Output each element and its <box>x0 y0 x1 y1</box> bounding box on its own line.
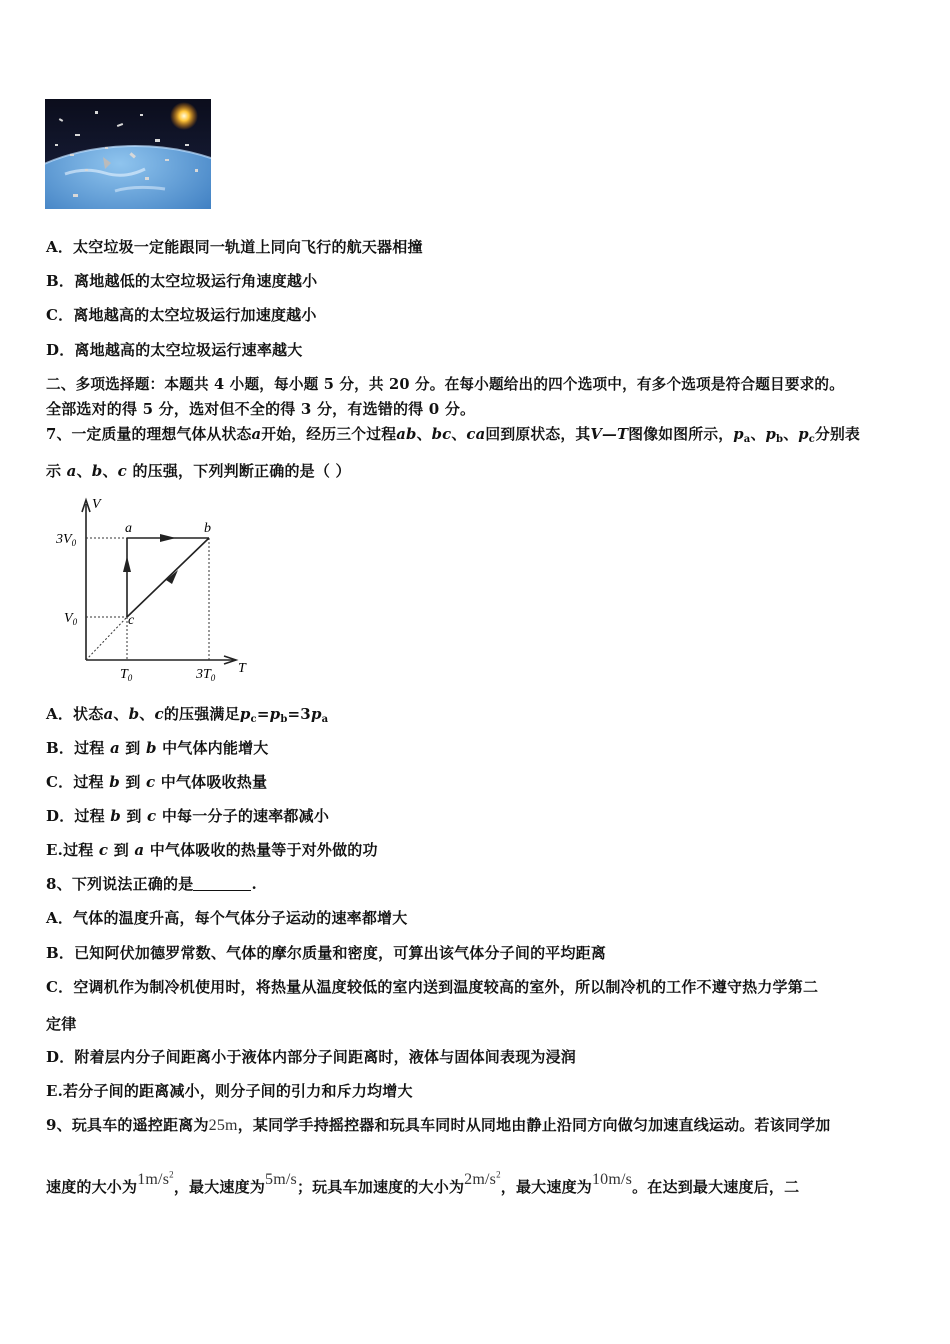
q7-var-p: p <box>310 705 322 723</box>
q7-var-a: a <box>251 426 262 443</box>
q7-option-b-text: 过程 <box>74 739 105 757</box>
q7-var-a: a <box>134 841 145 859</box>
q8-stem-end: . <box>251 875 257 893</box>
q7-text: 图像如图所示， <box>628 426 734 443</box>
q7-option-e-text: 过程 <box>63 841 94 859</box>
q7-sub-c: c <box>250 714 257 725</box>
q6-option-b-text: 离地越低的太空垃圾运行角速度越小 <box>74 272 318 290</box>
q6-option-d-letter: D． <box>46 341 75 359</box>
graph-point-b: b <box>204 521 211 536</box>
q7-option-a-text: =3 <box>287 705 311 723</box>
q7-option-d-text: 中每一分子的速率都减小 <box>161 807 330 825</box>
q9-speed-person: 5m/s <box>265 1171 297 1188</box>
q7-var-b: b <box>128 705 140 723</box>
q7-var-c: c <box>117 462 128 480</box>
q7-option-d-text: 到 <box>126 807 142 825</box>
q6-option-c-letter: C． <box>46 306 74 324</box>
q6-option-d-text: 离地越高的太空垃圾运行速率越大 <box>74 341 303 359</box>
q7-var-a: a <box>66 462 77 480</box>
q7-option-c-text: 中气体吸收热量 <box>160 773 268 791</box>
q7-option-d-letter: D． <box>46 807 75 825</box>
q9-speed-car: 10m/s <box>591 1171 633 1188</box>
q7-text: 、 <box>76 462 92 480</box>
q7-var-b: b <box>109 773 120 791</box>
q8-stem-text: 8、下列说法正确的是 <box>46 875 194 893</box>
q7-var-c: c <box>154 705 164 723</box>
q7-var-p: p <box>239 705 251 723</box>
q7-option-e-text: 中气体吸收的热量等于对外做的功 <box>149 841 378 859</box>
q8-stem <box>46 873 257 894</box>
q6-option-a-text: 太空垃圾一定能跟同一轨道上同向飞行的航天器相撞 <box>73 238 423 256</box>
graph-label-t0: $T_0$ <box>120 667 133 682</box>
q7-text: 、 <box>416 426 432 443</box>
q7-text: 开始，经历三个过程 <box>261 426 397 443</box>
q7-option-a[interactable] <box>46 703 328 725</box>
q7-sub-b: b <box>776 434 784 445</box>
q7-option-a-text: 的压强满足 <box>163 705 240 723</box>
q9-accel-car: $2m/s^2$ <box>464 1169 501 1188</box>
graph-label-t-axis: T <box>238 661 246 676</box>
q7-var-c: c <box>98 841 109 859</box>
q7-var-ca: ca <box>466 426 486 443</box>
q7-option-b[interactable] <box>46 737 268 758</box>
q7-text: 分别表 <box>815 426 861 443</box>
q9-accel-person: $1m/s^2$ <box>137 1169 174 1188</box>
q7-var-p: p <box>733 426 744 443</box>
q7-option-e[interactable] <box>46 839 378 860</box>
q7-stem-line1 <box>46 423 860 445</box>
q7-option-c-text: 到 <box>125 773 141 791</box>
q8-option-b[interactable]: B．已知阿伏加德罗常数、气体的摩尔质量和密度，可算出该气体分子间的平均距离 <box>46 944 607 962</box>
q7-sub-a: a <box>321 714 329 725</box>
q8-option-c[interactable]: C．空调机作为制冷机使用时，将热量从温度较低的室内送到温度较高的室外，所以制冷机的工作不遵守热力学第二 <box>46 978 819 996</box>
graph-arrow-ca <box>123 556 131 572</box>
q6-option-a[interactable] <box>46 236 423 257</box>
q7-text: 、 <box>139 705 155 723</box>
q9-text: ，最大速度为 <box>500 1178 592 1196</box>
q7-option-c-text: 过程 <box>73 773 104 791</box>
q8-option-d[interactable]: D．附着层内分子间距离小于液体内部分子间距离时，液体与固体间表现为浸润 <box>46 1048 577 1066</box>
q7-var-c: c <box>145 773 156 791</box>
q9-stem-line2 <box>46 1169 800 1197</box>
q7-option-e-text: 到 <box>113 841 129 859</box>
q7-option-b-letter: B． <box>46 739 75 757</box>
q7-option-e-letter: E. <box>46 841 64 859</box>
q7-var-c: c <box>147 807 157 825</box>
q7-var-ab: ab <box>396 426 417 443</box>
q9-text: ，某同学手持摇控器和玩具车同时从同地由静止沿同方向做匀加速直线运动。若该同学加 <box>237 1116 831 1134</box>
q9-text: ，最大速度为 <box>173 1178 266 1196</box>
q7-text: 、 <box>451 426 467 443</box>
graph-label-3t0: $3T_0$ <box>196 667 216 682</box>
q8-option-e[interactable]: E.若分子间的距离减小，则分子间的引力和斥力均增大 <box>46 1082 413 1100</box>
q7-text: 、 <box>750 426 766 443</box>
q7-var-p: p <box>269 705 281 723</box>
q9-stem-line1 <box>46 1114 831 1135</box>
q7-text: 、 <box>113 705 129 723</box>
q6-option-a-letter: A． <box>46 238 74 256</box>
graph-point-a: a <box>125 521 132 536</box>
q7-var-vt: V—T <box>590 426 629 443</box>
section-2-scoring: 全部选对的得 5 分，选对但不全的得 3 分，有选错的得 0 分。 <box>46 400 476 418</box>
q7-stem-line2 <box>46 460 351 481</box>
graph-label-v-axis: V <box>92 497 101 512</box>
q7-var-bc: bc <box>431 426 452 443</box>
q7-sub-c: c <box>808 434 816 445</box>
q7-number: 7、 <box>46 426 72 443</box>
q9-distance: 25m <box>208 1117 238 1134</box>
q8-option-c-continued: 定律 <box>46 1015 77 1033</box>
space-debris-image <box>45 99 211 209</box>
q7-vt-graph <box>52 492 257 682</box>
q7-option-a-text: 状态 <box>73 705 104 723</box>
q7-text: 、 <box>102 462 118 480</box>
q7-option-d[interactable] <box>46 805 329 826</box>
graph-process-bc <box>127 538 209 617</box>
q7-option-d-text: 过程 <box>74 807 105 825</box>
q6-option-d[interactable] <box>46 339 302 360</box>
q7-var-a: a <box>103 705 114 723</box>
section-2-heading: 二、多项选择题：本题共 4 小题，每小题 5 分，共 20 分。在每小题给出的四个选项中，有多个选项是符合题目要求的。 <box>46 376 844 393</box>
q7-sub-a: a <box>743 434 751 445</box>
graph-label-v0: $V_0$ <box>64 611 78 627</box>
q7-text: 的压强，下列判断正确的是（ ） <box>132 462 351 480</box>
q9-text: 9、玩具车的遥控距离为 <box>46 1116 209 1134</box>
q7-var-b: b <box>91 462 103 480</box>
graph-arrow-ab <box>160 534 176 542</box>
graph-label-3v0: $3V_0$ <box>56 532 77 548</box>
q9-text: 。在达到最大速度后，二 <box>632 1178 800 1196</box>
q7-var-p: p <box>765 426 776 443</box>
q7-text: 、 <box>783 426 799 443</box>
q9-text: 速度的大小为 <box>46 1178 138 1196</box>
q6-option-b-letter: B． <box>46 272 75 290</box>
q7-var-b: b <box>110 807 121 825</box>
q7-option-b-text: 中气体内能增大 <box>162 739 269 757</box>
q7-sub-b: b <box>280 714 288 725</box>
q7-text: 示 <box>46 462 62 480</box>
q8-answer-blank[interactable] <box>193 876 251 891</box>
q6-option-b[interactable] <box>46 270 317 291</box>
q7-option-c[interactable] <box>46 771 267 792</box>
q7-option-c-letter: C． <box>46 773 74 791</box>
q7-text: 一定质量的理想气体从状态 <box>71 426 252 443</box>
q7-option-a-letter: A． <box>46 705 74 723</box>
q7-var-b: b <box>145 739 157 757</box>
q8-option-a[interactable]: A．气体的温度升高，每个气体分子运动的速率都增大 <box>46 909 408 927</box>
q6-option-c-text: 离地越高的太空垃圾运行加速度越小 <box>73 306 317 324</box>
q7-option-a-text: = <box>256 705 270 723</box>
q7-option-b-text: 到 <box>125 739 141 757</box>
q7-var-a: a <box>109 739 120 757</box>
q9-text: ；玩具车加速度的大小为 <box>296 1178 465 1196</box>
q7-text: 回到原状态，其 <box>485 426 591 443</box>
q6-option-c[interactable] <box>46 304 317 325</box>
q7-var-p: p <box>798 426 809 443</box>
graph-point-c: c <box>128 613 135 628</box>
